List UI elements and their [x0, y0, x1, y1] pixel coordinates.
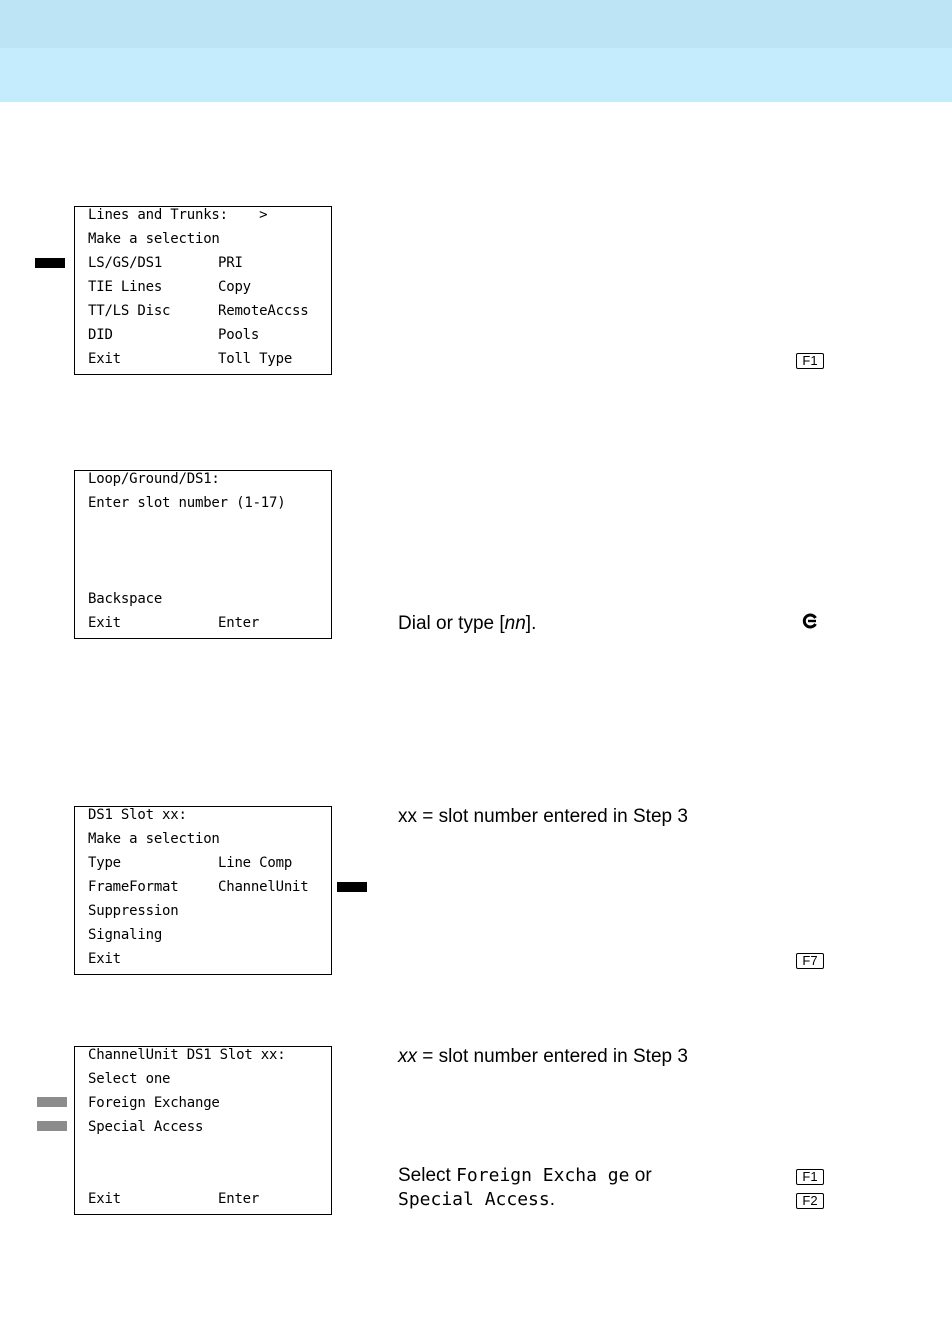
select-option-foreign-exchange: Foreign Excha ge [456, 1165, 630, 1186]
select-instruction-line1 [398, 1165, 652, 1187]
screen-title: ChannelUnit DS1 Slot xx: [88, 1047, 286, 1063]
menu-item-exit[interactable]: Exit [88, 951, 121, 967]
select-instruction-line2 [398, 1189, 555, 1211]
exit-option[interactable]: Exit [88, 615, 121, 631]
dial-prefix: Dial or type [ [398, 613, 505, 634]
option-marker-foreign-exchange [37, 1097, 67, 1107]
select-option-special-access: Special Access [398, 1189, 550, 1210]
option-marker-special-access [37, 1121, 67, 1131]
slot-note: xx = slot number entered in Step 3 [398, 806, 688, 827]
menu-item-suppression[interactable]: Suppression [88, 903, 179, 919]
selection-marker [337, 882, 367, 892]
menu-item-signaling[interactable]: Signaling [88, 927, 163, 943]
screen-prompt: Enter slot number (1-17) [88, 495, 286, 511]
display-screen-ds1-slot [74, 806, 332, 975]
slot-variable: xx [398, 1046, 417, 1067]
more-indicator: > [218, 207, 268, 223]
display-screen-channel-unit [74, 1046, 332, 1215]
backspace-option[interactable]: Backspace [88, 591, 163, 607]
menu-item-special-access[interactable]: Special Access [88, 1119, 204, 1135]
menu-item-copy[interactable]: Copy [218, 279, 251, 295]
menu-item-type[interactable]: Type [88, 855, 121, 871]
dial-variable: nn [504, 613, 526, 634]
dial-suffix: ]. [525, 613, 537, 634]
f1-key[interactable]: F1 [796, 353, 824, 369]
menu-item-ls-gs-ds1[interactable]: LS/GS/DS1 [88, 255, 163, 271]
f1-key[interactable]: F1 [796, 1169, 824, 1185]
menu-item-tt-ls-disc[interactable]: TT/LS Disc [88, 303, 171, 319]
selection-marker [35, 258, 65, 268]
menu-item-frame-format[interactable]: FrameFormat [88, 879, 179, 895]
enter-option[interactable]: Enter [218, 1191, 260, 1207]
exit-option[interactable]: Exit [88, 1191, 121, 1207]
display-screen-lines-trunks [74, 206, 332, 375]
menu-item-remote-access[interactable]: RemoteAccss [218, 303, 309, 319]
screen-title: Lines and Trunks: [88, 207, 228, 223]
menu-item-pools[interactable]: Pools [218, 327, 260, 343]
screen-prompt: Make a selection [88, 831, 220, 847]
screen-prompt: Make a selection [88, 231, 220, 247]
slot-note [398, 1046, 688, 1068]
header-band-bottom [0, 48, 952, 102]
enter-option[interactable]: Enter [218, 615, 260, 631]
menu-item-channel-unit[interactable]: ChannelUnit [218, 879, 309, 895]
slot-note-text: = slot number entered in Step 3 [417, 1046, 688, 1067]
menu-item-foreign-exchange[interactable]: Foreign Exchange [88, 1095, 220, 1111]
f2-key[interactable]: F2 [796, 1193, 824, 1209]
f7-key[interactable]: F7 [796, 953, 824, 969]
dial-instruction [398, 613, 536, 635]
menu-item-pri[interactable]: PRI [218, 255, 243, 271]
select-or: or [629, 1165, 652, 1186]
display-screen-loop-ground [74, 470, 332, 639]
dial-pad-icon [802, 613, 818, 629]
menu-item-exit[interactable]: Exit [88, 351, 121, 367]
menu-item-toll-type[interactable]: Toll Type [218, 351, 293, 367]
header-band-top [0, 0, 952, 48]
select-end: . [549, 1189, 555, 1210]
menu-item-tie-lines[interactable]: TIE Lines [88, 279, 163, 295]
menu-item-did[interactable]: DID [88, 327, 113, 343]
screen-prompt: Select one [88, 1071, 171, 1087]
menu-item-line-comp[interactable]: Line Comp [218, 855, 293, 871]
screen-title: Loop/Ground/DS1: [88, 471, 220, 487]
screen-title: DS1 Slot xx: [88, 807, 187, 823]
select-prefix: Select [398, 1165, 457, 1186]
